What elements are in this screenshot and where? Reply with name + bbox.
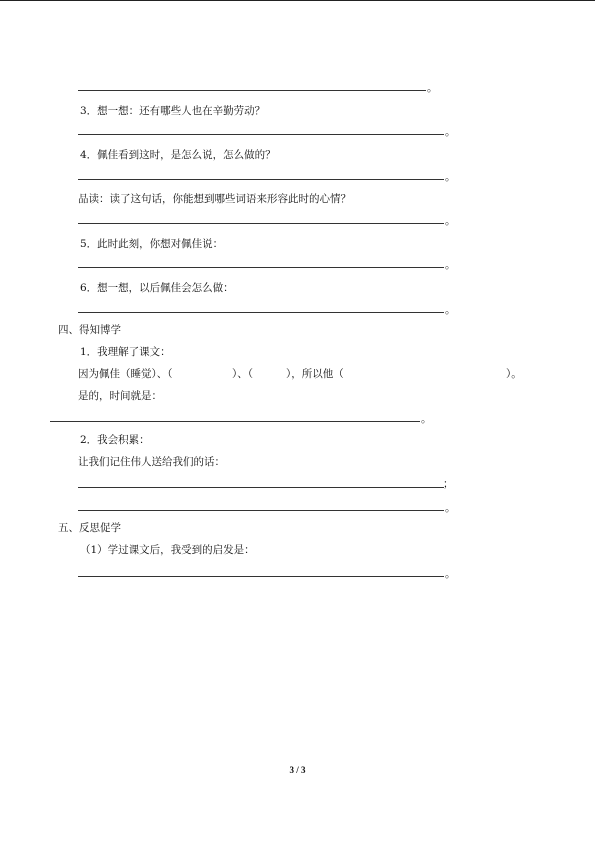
answer-line[interactable]: [78, 223, 444, 224]
page-number: 3 / 3: [289, 765, 306, 775]
section-4-heading: 四、得知博学: [58, 324, 121, 336]
answer-line[interactable]: [78, 267, 444, 268]
shi-de-prompt: 是的，时间就是：: [78, 390, 162, 402]
because-part-c: ），所以他（: [286, 368, 344, 380]
pindu-prompt: 品读：读了这句话，你能想到哪些词语来形容此时的心情？: [78, 193, 351, 205]
period-mark: 。: [445, 568, 456, 580]
period-mark: 。: [445, 304, 456, 316]
answer-line[interactable]: [50, 421, 420, 422]
period-mark: 。: [421, 413, 432, 425]
answer-line[interactable]: [78, 312, 444, 313]
answer-line[interactable]: [78, 576, 444, 577]
section-4-item-2: 2．我会积累：: [80, 434, 150, 446]
period-mark: 。: [445, 171, 456, 183]
period-mark: 。: [445, 259, 456, 271]
because-part-a: 因为佩佳（睡觉）、（: [78, 368, 173, 380]
question-5: 5．此时此刻，你想对佩佳说：: [80, 238, 224, 250]
period-mark: 。: [445, 502, 456, 514]
question-3: 3．想一想：还有哪些人也在辛勤劳动？: [80, 105, 266, 117]
answer-line[interactable]: [78, 90, 426, 91]
period-mark: 。: [445, 215, 456, 227]
answer-line[interactable]: [78, 510, 444, 511]
because-part-b: ）、（: [232, 368, 253, 380]
because-part-d: ）。: [506, 368, 522, 380]
section-5-item-1: （1）学过课文后，我受到的启发是：: [80, 544, 255, 556]
semicolon-mark: ；: [443, 478, 454, 490]
question-6: 6．想一想，以后佩佳会怎么做：: [80, 282, 234, 294]
section-5-heading: 五、反思促学: [58, 522, 121, 534]
answer-line[interactable]: [78, 134, 444, 135]
answer-line[interactable]: [78, 179, 444, 180]
period-mark: 。: [427, 82, 438, 94]
header-rule: [0, 0, 595, 1]
period-mark: 。: [445, 126, 456, 138]
section-4-item-1: 1．我理解了课文：: [80, 346, 171, 358]
answer-line[interactable]: [78, 487, 444, 488]
question-4: 4．佩佳看到这时，是怎么说，怎么做的？: [80, 149, 276, 161]
rang-prompt: 让我们记住伟人送给我们的话：: [78, 456, 225, 468]
